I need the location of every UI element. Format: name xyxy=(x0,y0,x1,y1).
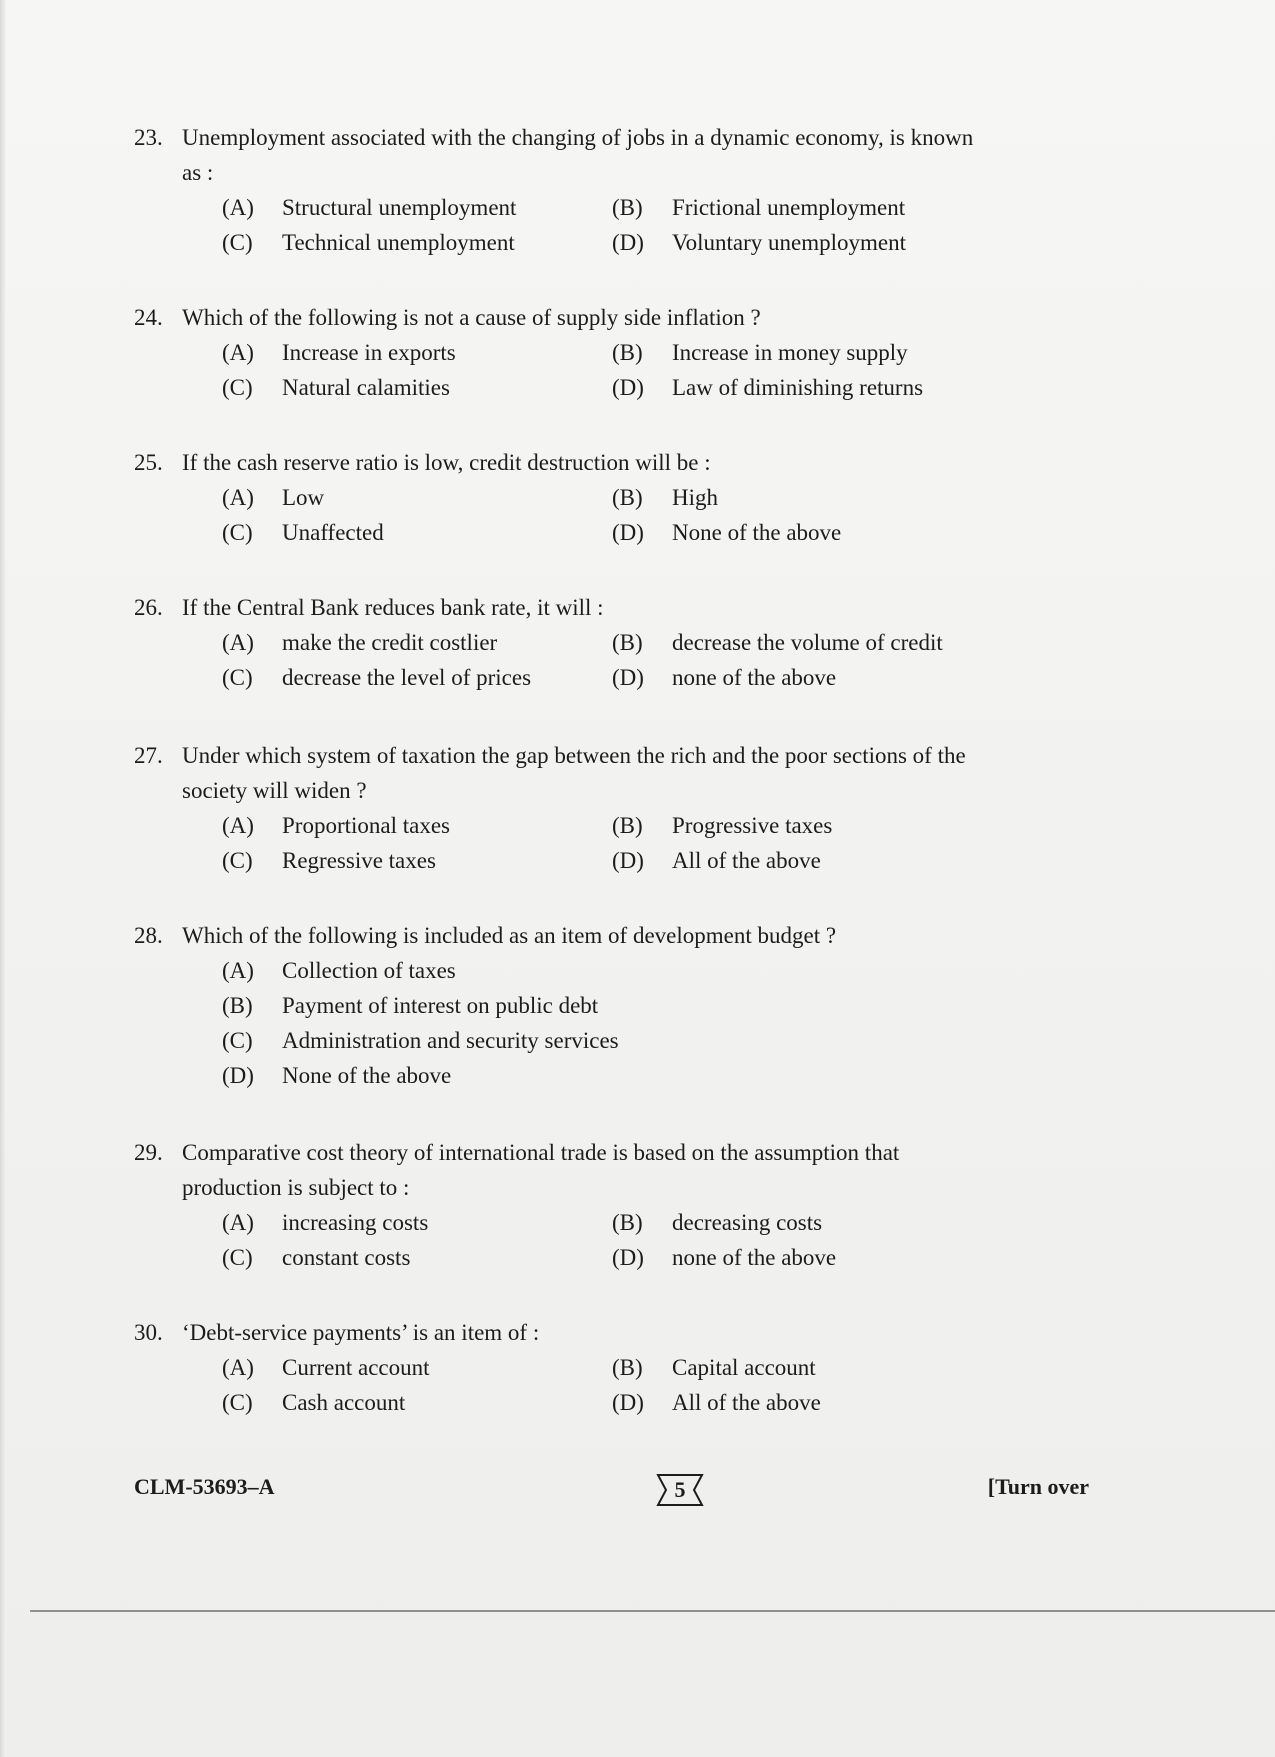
question-number: 26. xyxy=(134,595,163,620)
page-footer xyxy=(134,1472,1089,1512)
question-number: 28. xyxy=(134,923,163,948)
page-bottom-rule xyxy=(30,1610,1275,1612)
option-b: (B) decreasing costs xyxy=(612,1210,823,1235)
option-a: (A) Collection of taxes xyxy=(222,958,456,983)
question-text: Under which system of taxation the gap between the rich and the poor sections of the society will widen ? xyxy=(182,743,966,803)
option-d: (D) Law of diminishing returns xyxy=(612,375,924,400)
question-24 xyxy=(134,300,994,405)
question-text: Comparative cost theory of international trade is based on the assumption that production is subject to : xyxy=(182,1140,900,1200)
option-a: (A) Increase in exports xyxy=(222,340,456,365)
option-a: (A) Current account xyxy=(222,1355,430,1380)
option-c: (C) Natural calamities xyxy=(222,375,450,400)
question-number: 24. xyxy=(134,305,163,330)
option-b: (B) Progressive taxes xyxy=(612,813,833,838)
option-d: (D) none of the above xyxy=(612,1245,837,1270)
question-text: If the cash reserve ratio is low, credit destruction will be : xyxy=(182,450,711,475)
question-25 xyxy=(134,445,994,550)
option-d: (D) None of the above xyxy=(222,1063,452,1088)
option-c: (C) Regressive taxes xyxy=(222,848,436,873)
option-b: (B) High xyxy=(612,485,718,510)
option-c: (C) Technical unemployment xyxy=(222,230,515,255)
question-30 xyxy=(134,1315,994,1420)
question-text: Which of the following is included as an item of development budget ? xyxy=(182,923,837,948)
question-29 xyxy=(134,1135,994,1275)
question-number: 30. xyxy=(134,1320,163,1345)
turn-over-note: [Turn over xyxy=(987,1474,1089,1499)
question-number: 27. xyxy=(134,743,163,768)
question-23 xyxy=(134,120,994,260)
option-b: (B) decrease the volume of credit xyxy=(612,630,943,655)
question-28 xyxy=(134,918,994,1093)
option-d: (D) none of the above xyxy=(612,665,837,690)
option-a: (A) make the credit costlier xyxy=(222,630,498,655)
question-number: 29. xyxy=(134,1140,163,1165)
option-a: (A) Low xyxy=(222,485,325,510)
option-a: (A) Structural unemployment xyxy=(222,195,517,220)
option-b: (B) Increase in money supply xyxy=(612,340,908,365)
option-a: (A) Proportional taxes xyxy=(222,813,450,838)
option-a: (A) increasing costs xyxy=(222,1210,429,1235)
question-text: If the Central Bank reduces bank rate, it will : xyxy=(182,595,604,620)
option-c: (C) decrease the level of prices xyxy=(222,665,532,690)
option-c: (C) Unaffected xyxy=(222,520,384,545)
option-d: (D) Voluntary unemployment xyxy=(612,230,907,255)
option-d: (D) None of the above xyxy=(612,520,842,545)
question-number: 25. xyxy=(134,450,163,475)
page-edge-shadow xyxy=(0,0,6,1757)
question-text: Unemployment associated with the changing of jobs in a dynamic economy, is known as : xyxy=(182,125,974,185)
page-number: 5 xyxy=(674,1477,686,1502)
option-b: (B) Capital account xyxy=(612,1355,816,1380)
option-b: (B) Frictional unemployment xyxy=(612,195,906,220)
paper-code: CLM-53693–A xyxy=(134,1474,275,1499)
page-number-badge xyxy=(654,1472,706,1508)
question-26 xyxy=(134,590,994,695)
question-number: 23. xyxy=(134,125,163,150)
option-c: (C) Cash account xyxy=(222,1390,406,1415)
option-c: (C) constant costs xyxy=(222,1245,411,1270)
question-27 xyxy=(134,738,994,878)
question-text: Which of the following is not a cause of supply side inflation ? xyxy=(182,305,761,330)
option-c: (C) Administration and security services xyxy=(222,1028,619,1053)
option-d: (D) All of the above xyxy=(612,1390,821,1415)
option-d: (D) All of the above xyxy=(612,848,821,873)
option-b: (B) Payment of interest on public debt xyxy=(222,993,599,1018)
question-text: ‘Debt-service payments’ is an item of : xyxy=(182,1320,540,1345)
